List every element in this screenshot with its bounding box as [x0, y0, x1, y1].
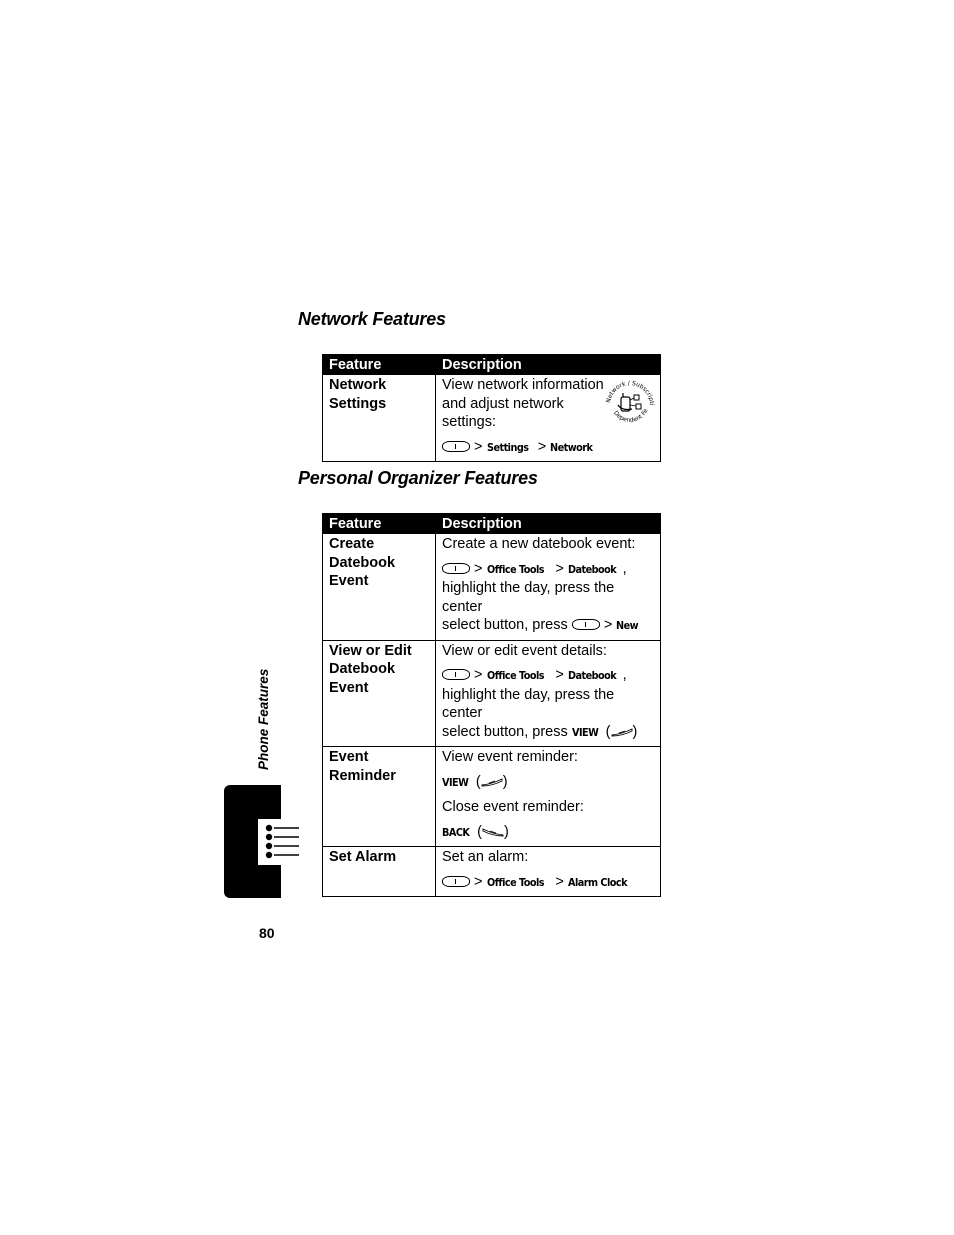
description-line: View or edit event details:	[442, 642, 607, 659]
path-separator: >	[555, 873, 564, 890]
menu-key-icon	[442, 876, 470, 887]
description-line: Close event reminder:	[442, 799, 584, 815]
menu-item-datebook: Datebook	[567, 669, 617, 682]
description-line: highlight the day, press the center	[442, 686, 615, 721]
phone-features-tab-icon	[224, 785, 281, 898]
soft-key-path	[442, 823, 654, 843]
feature-name-create-datebook-event	[323, 534, 436, 641]
table-header-row	[323, 514, 661, 534]
paren: )	[503, 823, 509, 840]
feature-name-set-alarm	[323, 847, 436, 897]
description-line: Create a new datebook event:	[442, 536, 636, 552]
page-number: 80	[259, 925, 275, 941]
network-features-table	[322, 354, 661, 462]
description-line: settings:	[442, 414, 496, 430]
path-separator: >	[474, 438, 483, 455]
badge-bottom-text: Dependent Fe	[611, 407, 650, 425]
menu-item-office-tools: Office Tools	[486, 562, 544, 576]
menu-key-icon	[572, 619, 600, 630]
network-subscription-dependent-feature-icon	[604, 379, 656, 431]
paren: )	[632, 723, 638, 740]
feature-description	[436, 375, 661, 462]
feature-name-event-reminder	[323, 747, 436, 847]
table-row	[323, 375, 661, 462]
menu-path	[442, 666, 654, 686]
feature-column-header: Feature	[323, 514, 436, 534]
table-header-row	[323, 355, 661, 375]
path-separator: >	[474, 560, 483, 577]
description-column-header: Description	[436, 355, 661, 375]
paren: (	[477, 823, 482, 840]
badge-top-text: Network / Subscripti	[605, 379, 656, 406]
feature-name-line: Event	[329, 749, 369, 765]
menu-item-datebook: Datebook	[567, 562, 617, 576]
personal-organizer-features-table	[322, 513, 661, 897]
description-line: highlight the day, press the center	[442, 580, 615, 615]
feature-name-line: Datebook	[329, 554, 396, 571]
menu-key-icon	[442, 669, 470, 680]
description-line: View event reminder:	[442, 749, 578, 765]
feature-name-line: Network	[329, 377, 387, 393]
menu-item-settings: Settings	[486, 440, 529, 454]
table-row	[323, 847, 661, 897]
path-separator: >	[555, 667, 564, 683]
network-features-title: Network Features	[298, 309, 446, 329]
path-comma: ,	[622, 667, 627, 683]
feature-column-header: Feature	[323, 355, 436, 375]
description-line: View network information	[442, 377, 604, 393]
feature-name-network-settings	[323, 375, 436, 462]
right-soft-key-icon	[611, 728, 633, 737]
paren: )	[502, 773, 508, 790]
path-separator: >	[474, 873, 483, 890]
path-separator: >	[555, 560, 564, 577]
feature-name-line: View or Edit	[329, 642, 412, 659]
menu-path	[442, 873, 654, 893]
menu-item-alarm-clock: Alarm Clock	[567, 875, 627, 889]
description-column-header: Description	[436, 514, 661, 534]
feature-description	[436, 640, 661, 747]
tab-index-lines	[281, 819, 301, 865]
feature-description	[436, 847, 661, 897]
path-comma: ,	[622, 560, 627, 577]
description-line: and adjust network	[442, 395, 564, 412]
feature-name-line: Event	[329, 573, 369, 589]
feature-name-line: Create	[329, 536, 375, 552]
feature-description	[436, 747, 661, 847]
table-row	[323, 534, 661, 641]
soft-key-label-view: VIEW	[442, 775, 469, 789]
feature-name-line: Reminder	[329, 767, 396, 784]
menu-path	[442, 560, 654, 580]
menu-key-icon	[442, 563, 470, 574]
path-separator: >	[474, 667, 483, 683]
chapter-tab	[224, 785, 281, 898]
description-text: select button, press	[442, 723, 568, 740]
path-separator: >	[603, 617, 613, 633]
path-separator: >	[537, 438, 547, 455]
soft-key-label-view: VIEW	[571, 725, 599, 739]
menu-item-office-tools: Office Tools	[486, 669, 544, 682]
feature-name-line: Set Alarm	[329, 849, 397, 865]
feature-name-view-or-edit-datebook-event	[323, 640, 436, 747]
menu-item-network: Network	[550, 440, 593, 454]
right-soft-key-icon	[481, 778, 503, 787]
paren: (	[605, 723, 611, 740]
soft-key-label-back: BACK	[442, 825, 470, 839]
menu-item-new: New	[616, 619, 639, 632]
table-row	[323, 747, 661, 847]
feature-name-line: Datebook	[329, 661, 396, 677]
personal-organizer-features-title: Personal Organizer Features	[298, 468, 538, 488]
menu-path	[442, 438, 654, 458]
menu-item-office-tools: Office Tools	[486, 875, 544, 889]
description-line	[442, 616, 654, 636]
chapter-side-label: Phone Features	[256, 668, 271, 770]
feature-name-line: Event	[329, 679, 369, 696]
paren: (	[475, 773, 481, 790]
left-soft-key-icon	[482, 828, 504, 837]
soft-key-path	[442, 773, 654, 793]
feature-description	[436, 534, 661, 641]
menu-key-icon	[442, 441, 470, 452]
description-text: select button, press	[442, 617, 568, 633]
description-line: Set an alarm:	[442, 849, 529, 865]
description-line	[442, 723, 654, 743]
table-row	[323, 640, 661, 747]
feature-name-line: Settings	[329, 395, 387, 412]
